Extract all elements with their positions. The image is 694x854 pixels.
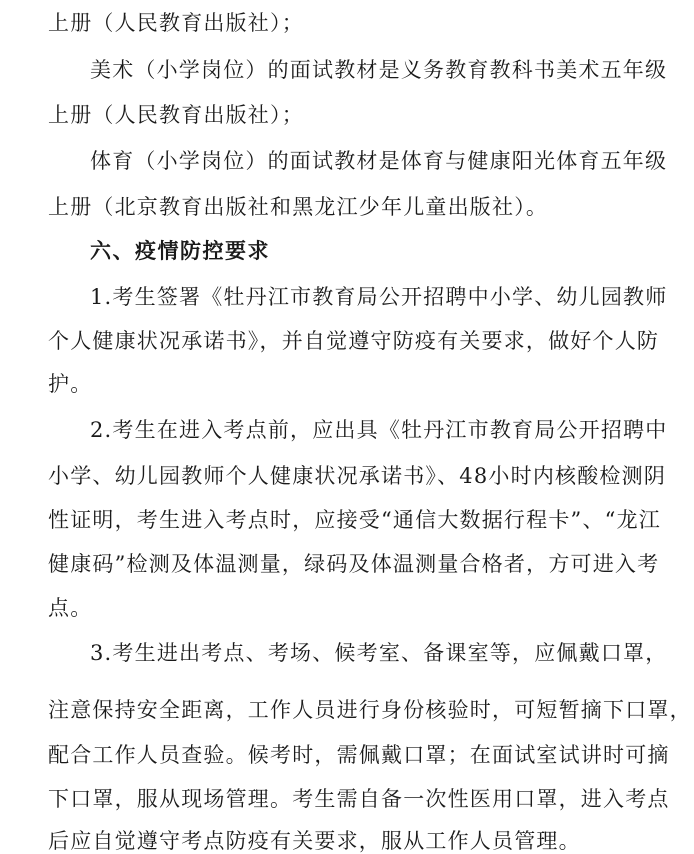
text-line: 健康码”检测及体温测量，绿码及体温测量合格者，方可进入考 xyxy=(48,552,660,576)
text-line: 护。 xyxy=(48,372,93,396)
text-line: 体育（小学岗位）的面试教材是体育与健康阳光体育五年级 xyxy=(90,149,668,173)
text-line: 性证明，考生进入考点时，应接受“通信大数据行程卡”、“龙江 xyxy=(48,508,662,532)
text-line: 上册（人民教育出版社）； xyxy=(48,11,304,35)
text-line: 个人健康状况承诺书》，并自觉遵守防疫有关要求，做好个人防 xyxy=(48,329,660,353)
text-line: 上册（北京教育出版社和黑龙江少年儿童出版社）。 xyxy=(48,195,549,219)
text-line: 注意保持安全距离，工作人员进行身份核验时，可短暂摘下口罩， xyxy=(48,698,692,722)
text-line: 1.考生签署《牡丹江市教育局公开招聘中小学、幼儿园教师 xyxy=(90,285,668,309)
section-heading: 六、疫情防控要求 xyxy=(90,239,270,263)
text-line: 配合工作人员查验。候考时，需佩戴口罩；在面试室试讲时可摘 xyxy=(48,743,670,767)
text-line: 小学、幼儿园教师个人健康状况承诺书》、48小时内核酸检测阴 xyxy=(48,464,667,488)
text-line: 上册（人民教育出版社）； xyxy=(48,103,304,127)
text-line: 点。 xyxy=(48,596,93,620)
text-line: 美术（小学岗位）的面试教材是义务教育教科书美术五年级 xyxy=(90,58,668,82)
text-line: 3.考生进出考点、考场、候考室、备课室等，应佩戴口罩， xyxy=(90,641,668,665)
text-line: 2.考生在进入考点前，应出具《牡丹江市教育局公开招聘中 xyxy=(90,418,668,442)
text-line: 后应自觉遵守考点防疫有关要求，服从工作人员管理。 xyxy=(48,829,581,853)
text-line: 下口罩，服从现场管理。考生需自备一次性医用口罩，进入考点 xyxy=(48,787,670,811)
